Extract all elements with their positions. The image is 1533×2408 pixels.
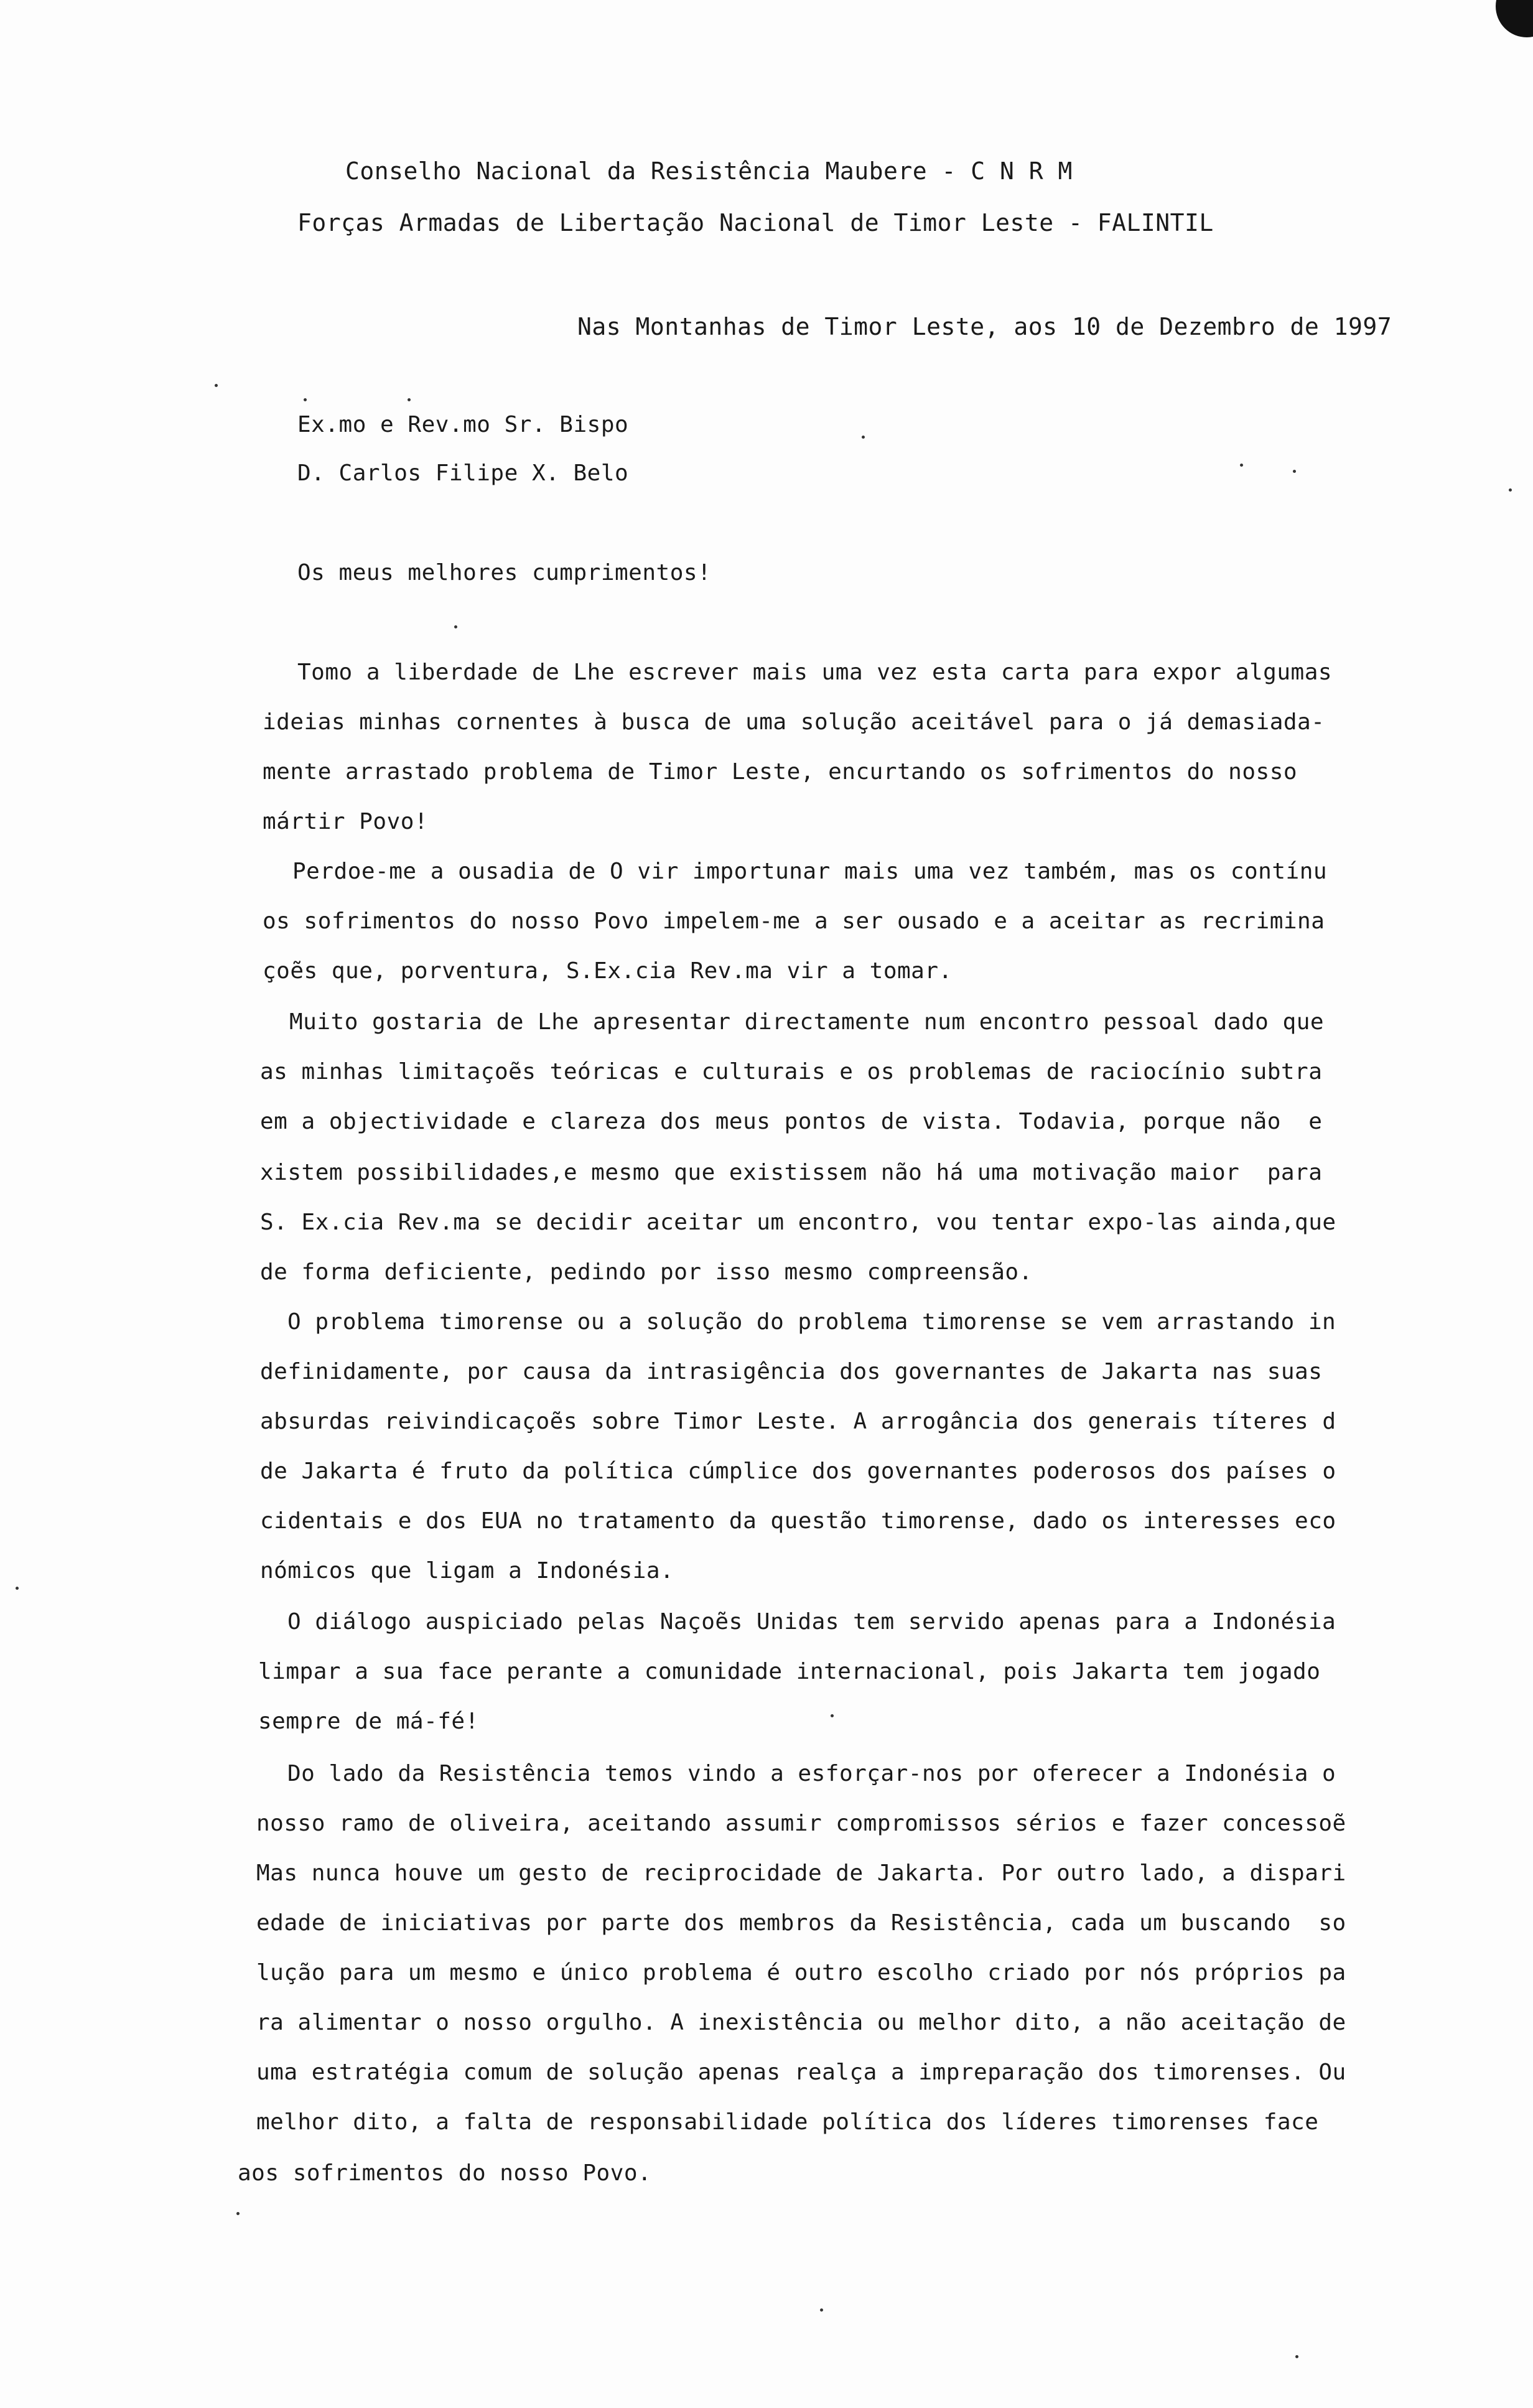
paragraph-6-line: aos sofrimentos do nosso Povo. (238, 2160, 652, 2186)
paragraph-5-line: limpar a sua face perante a comunidade internacional, pois Jakarta tem jogado (258, 1659, 1321, 1684)
greeting: Os meus melhores cumprimentos! (297, 560, 712, 586)
paragraph-3-line: S. Ex.cia Rev.ma se decidir aceitar um encontro, vou tentar expo-las ainda,que (260, 1210, 1336, 1235)
paragraph-1-line: Tomo a liberdade de Lhe escrever mais uma vez esta carta para expor algumas (297, 660, 1333, 685)
paragraph-3-line: em a objectividade e clareza dos meus pontos de vista. Todavia, porque não e (260, 1109, 1323, 1134)
scan-speck (1240, 464, 1243, 467)
paragraph-1-line: ideias minhas cornentes à busca de uma solução aceitável para o já demasiada- (263, 709, 1325, 735)
paragraph-1-line: mente arrastado problema de Timor Leste, encurtando os sofrimentos do nosso (263, 759, 1298, 785)
paragraph-6-line: Mas nunca houve um gesto de reciprocidade de Jakarta. Por outro lado, a dispari (256, 1860, 1346, 1886)
scan-speck (304, 398, 307, 401)
recipient-title: Ex.mo e Rev.mo Sr. Bispo (297, 412, 629, 437)
paragraph-4-line: definidamente, por causa da intrasigência dos governantes de Jakarta nas suas (260, 1359, 1323, 1384)
organization-subtitle: Forças Armadas de Libertação Nacional de Timor Leste - FALINTIL (297, 209, 1214, 236)
scan-speck (820, 2308, 823, 2312)
date-line: Nas Montanhas de Timor Leste, aos 10 de Dezembro de 1997 (577, 313, 1392, 340)
scan-speck (408, 398, 411, 401)
scan-speck (1293, 470, 1296, 473)
scan-speck (862, 436, 865, 439)
scan-speck (16, 1587, 19, 1590)
paragraph-6-line: melhor dito, a falta de responsabilidade política dos líderes timorenses face (256, 2109, 1319, 2135)
paragraph-3-line: xistem possibilidades,e mesmo que existissem não há uma motivação maior para (260, 1160, 1323, 1185)
scan-speck (1509, 488, 1512, 492)
scan-speck (236, 2212, 240, 2215)
scan-speck (454, 625, 457, 628)
scan-speck (1295, 2355, 1298, 2358)
paragraph-5-line: O diálogo auspiciado pelas Naçoẽs Unidas tem servido apenas para a Indonésia (287, 1609, 1336, 1635)
paragraph-6-line: edade de iniciativas por parte dos membros da Resistência, cada um buscando so (256, 1910, 1346, 1936)
paragraph-2-line: çoẽs que, porventura, S.Ex.cia Rev.ma vir a tomar. (263, 958, 953, 984)
paragraph-5-line: sempre de má-fé! (258, 1709, 479, 1734)
paragraph-4-line: nómicos que ligam a Indonésia. (260, 1558, 674, 1584)
paragraph-1-line: mártir Povo! (263, 809, 429, 834)
recipient-name: D. Carlos Filipe X. Belo (297, 460, 629, 486)
paragraph-3-line: as minhas limitaçoẽs teóricas e culturais e os problemas de raciocínio subtra (260, 1059, 1323, 1085)
paragraph-2-line: os sofrimentos do nosso Povo impelem-me a ser ousado e a aceitar as recrimina (263, 908, 1325, 934)
paragraph-4-line: O problema timorense ou a solução do problema timorense se vem arrastando in (287, 1309, 1336, 1335)
paragraph-6-line: Do lado da Resistência temos vindo a esforçar-nos por oferecer a Indonésia o (287, 1761, 1336, 1786)
paragraph-6-line: lução para um mesmo e único problema é outro escolho criado por nós próprios pa (256, 1960, 1346, 1986)
paragraph-6-line: uma estratégia comum de solução apenas realça a impreparação dos timorenses. Ou (256, 2060, 1346, 2085)
paragraph-2-line: Perdoe-me a ousadia de O vir importunar mais uma vez também, mas os contínu (292, 859, 1328, 884)
paragraph-3-line: Muito gostaria de Lhe apresentar directamente num encontro pessoal dado que (289, 1009, 1325, 1035)
scan-speck (215, 384, 218, 387)
organization-name: Conselho Nacional da Resistência Maubere - C N R M (345, 157, 1073, 185)
paragraph-6-line: ra alimentar o nosso orgulho. A inexistência ou melhor dito, a não aceitação de (256, 2010, 1346, 2035)
paragraph-3-line: de forma deficiente, pedindo por isso mesmo compreensão. (260, 1259, 1033, 1285)
paragraph-4-line: de Jakarta é fruto da política cúmplice dos governantes poderosos dos países o (260, 1458, 1336, 1484)
ink-blot (1496, 0, 1533, 37)
paragraph-6-line: nosso ramo de oliveira, aceitando assumir compromissos sérios e fazer concessoẽ (256, 1811, 1346, 1836)
scan-speck (831, 1714, 834, 1717)
paragraph-4-line: cidentais e dos EUA no tratamento da questão timorense, dado os interesses eco (260, 1508, 1336, 1534)
paragraph-4-line: absurdas reivindicaçoẽs sobre Timor Leste. A arrogância dos generais títeres d (260, 1409, 1336, 1434)
